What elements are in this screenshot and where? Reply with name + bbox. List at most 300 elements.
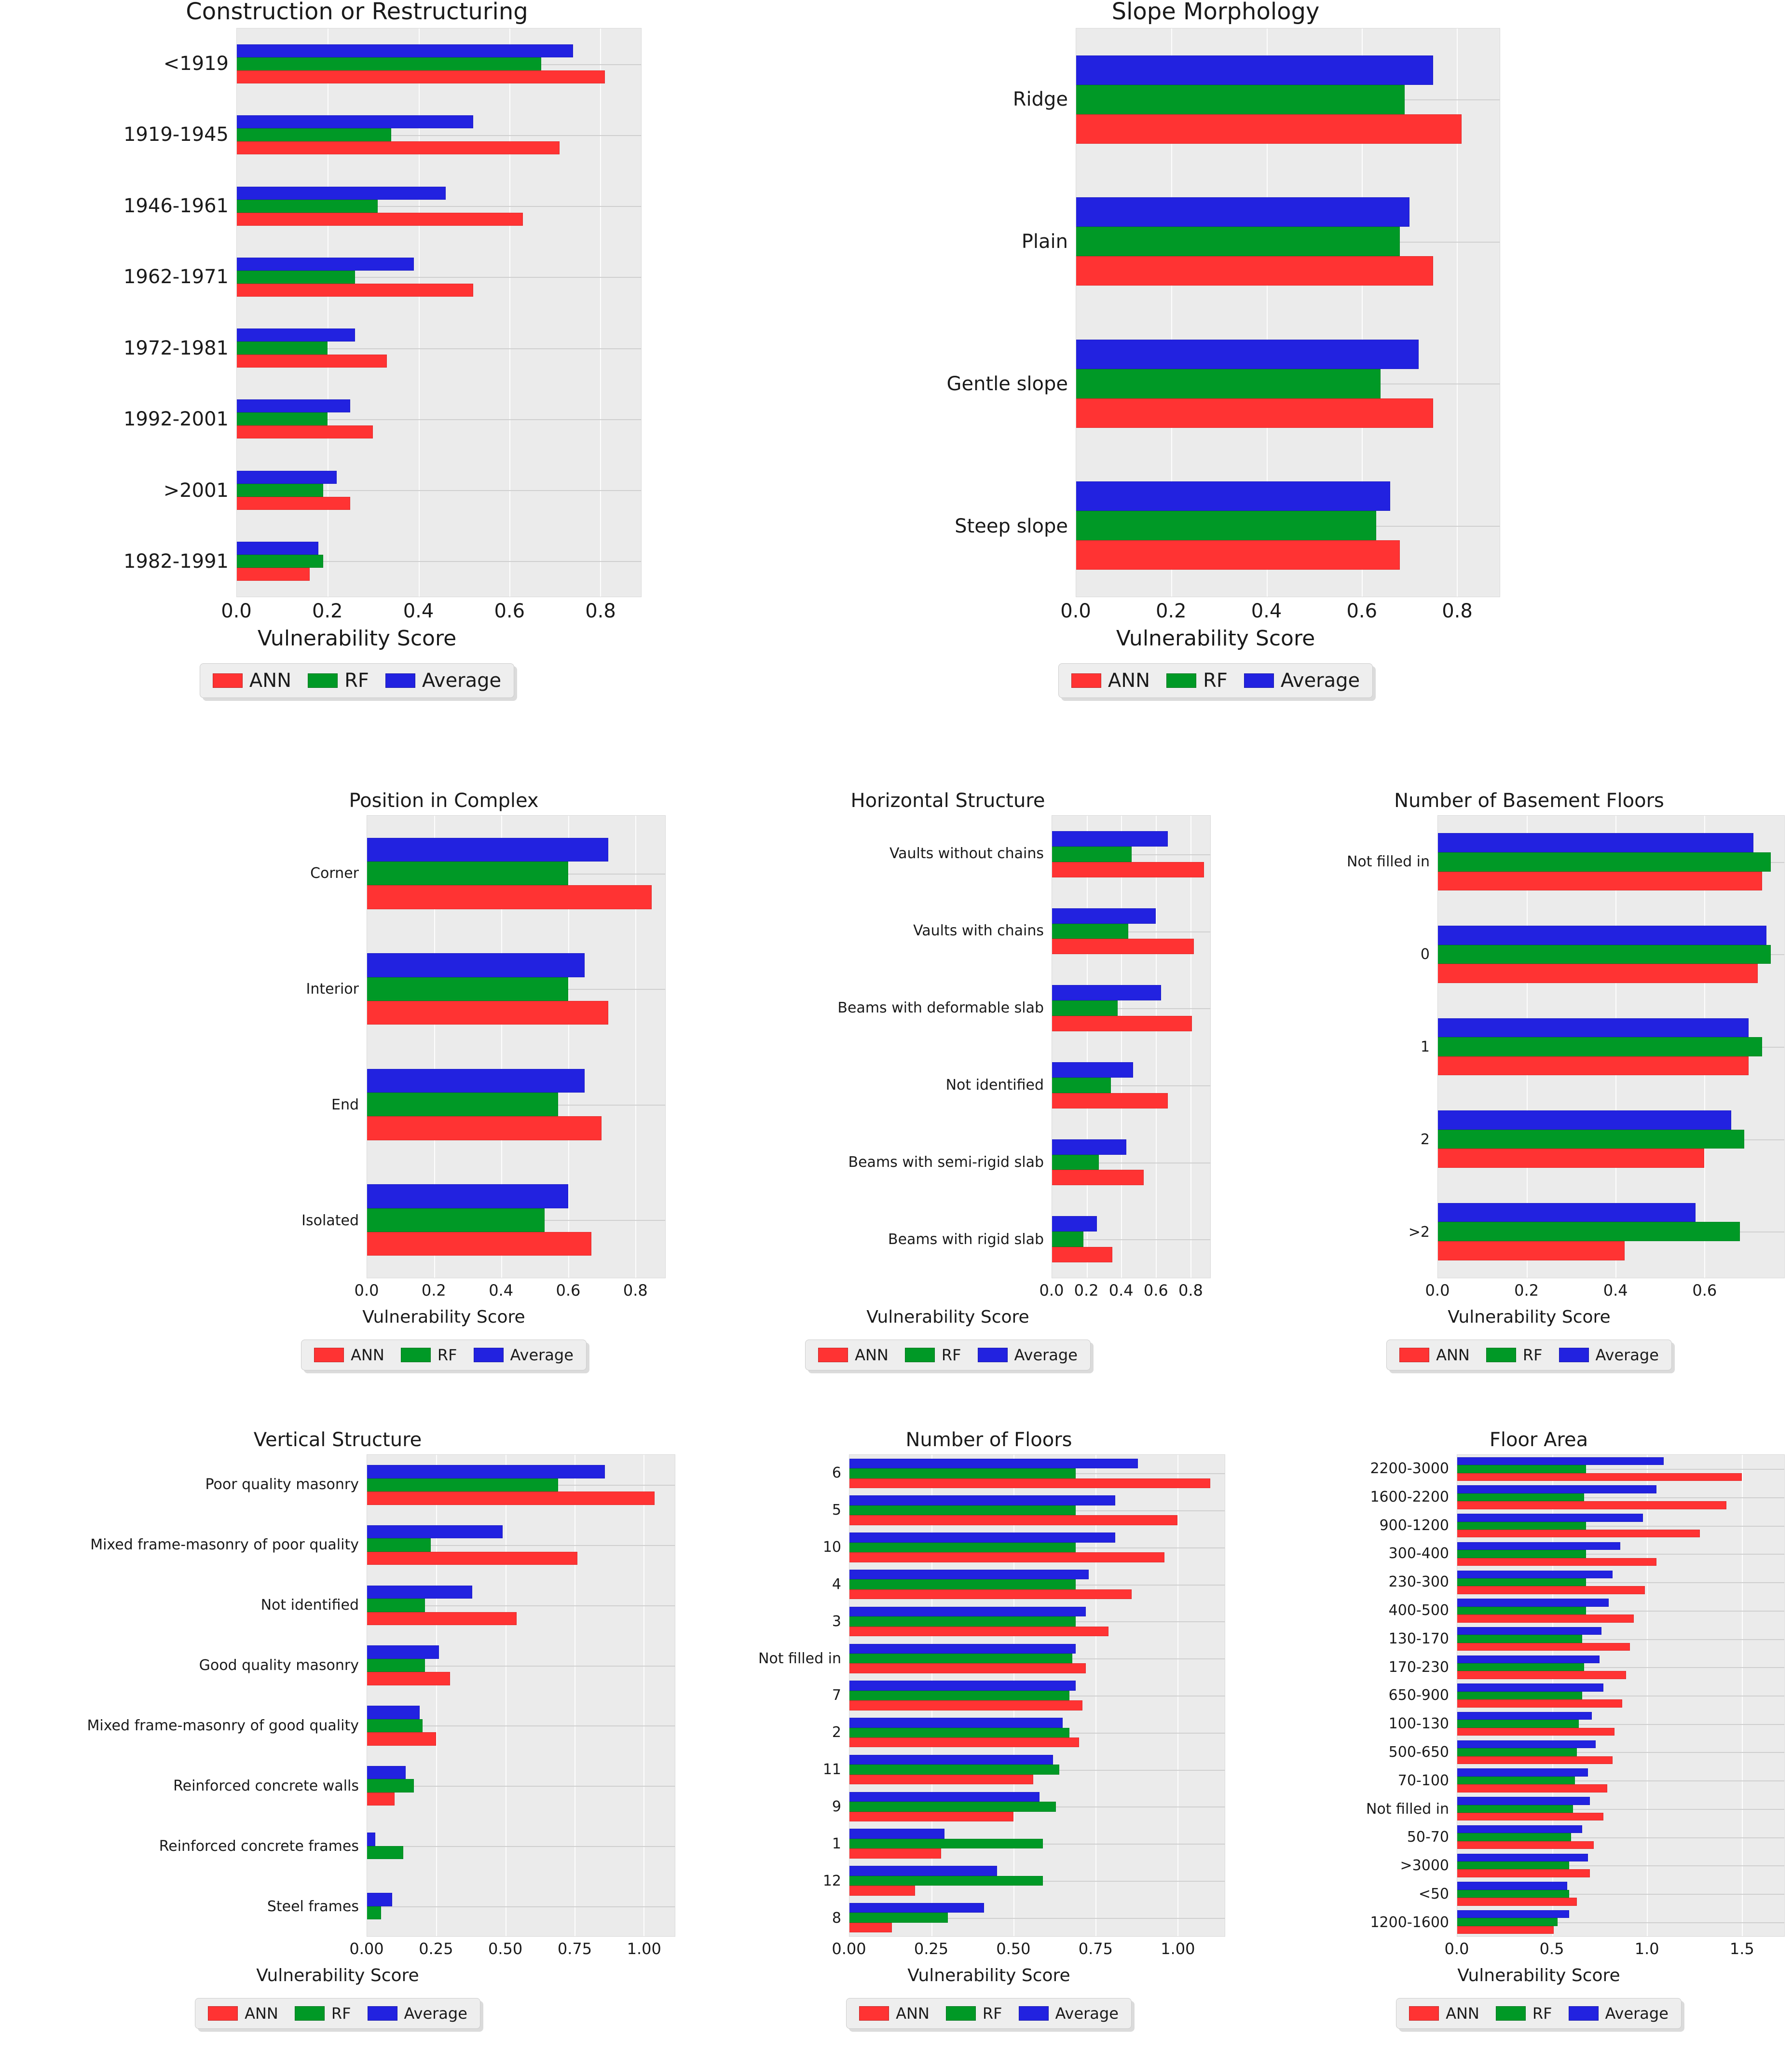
legend-label-ann: ANN bbox=[855, 1346, 889, 1364]
legend bbox=[1386, 1340, 1672, 1370]
bar-ann bbox=[237, 213, 523, 226]
x-gridline bbox=[1190, 816, 1191, 1278]
legend-item-rf[interactable] bbox=[946, 2004, 1002, 2023]
bar-group bbox=[849, 1607, 1225, 1636]
legend-label-rf: RF bbox=[437, 1346, 457, 1364]
legend-swatch-rf bbox=[1486, 1348, 1516, 1362]
bar-avg bbox=[1457, 1910, 1569, 1918]
legend-item-ann[interactable] bbox=[1071, 670, 1150, 692]
bar-avg bbox=[1052, 1062, 1133, 1078]
bar-rf bbox=[367, 1538, 431, 1551]
bar-group bbox=[849, 1829, 1225, 1858]
bar-ann bbox=[1457, 1530, 1700, 1537]
legend-swatch-ann bbox=[1409, 2006, 1439, 2021]
y-tick-label: <1919 bbox=[163, 52, 229, 75]
legend bbox=[200, 663, 514, 698]
bar-group bbox=[849, 1459, 1225, 1488]
bar-rf bbox=[367, 862, 568, 885]
y-tick-label: Steep slope bbox=[955, 515, 1068, 537]
bar-ann bbox=[237, 497, 350, 510]
legend-swatch-avg bbox=[1244, 673, 1274, 688]
bar-group bbox=[1457, 1599, 1784, 1622]
x-tick-label: 0.5 bbox=[1539, 1940, 1564, 1958]
bar-group bbox=[849, 1495, 1225, 1525]
x-tick-label: 0.0 bbox=[1060, 600, 1091, 622]
y-tick-label: Mixed frame-masonry of poor quality bbox=[90, 1536, 359, 1553]
bar-ann bbox=[1457, 1869, 1590, 1877]
bar-group bbox=[849, 1792, 1225, 1821]
bar-rf bbox=[367, 1599, 425, 1612]
bar-avg bbox=[849, 1903, 984, 1913]
bar-avg bbox=[367, 953, 585, 977]
bar-ann bbox=[1457, 1671, 1626, 1679]
legend-item-avg[interactable] bbox=[1019, 2004, 1119, 2023]
bar-avg bbox=[849, 1644, 1076, 1654]
bar-ann bbox=[1457, 1926, 1554, 1934]
bar-avg bbox=[367, 1833, 375, 1846]
bar-rf bbox=[1457, 1663, 1584, 1671]
bar-group bbox=[849, 1681, 1225, 1710]
legend-item-avg[interactable] bbox=[368, 2004, 467, 2023]
bar-rf bbox=[849, 1876, 1043, 1886]
legend-label-ann: ANN bbox=[896, 2004, 930, 2023]
bar-rf bbox=[237, 57, 541, 70]
panel-number-of-floors bbox=[752, 1430, 1225, 2029]
legend-item-ann[interactable] bbox=[859, 2004, 930, 2023]
y-tick-label: >2 bbox=[1408, 1223, 1430, 1241]
bar-rf bbox=[1457, 1692, 1582, 1699]
bar-rf bbox=[849, 1728, 1069, 1738]
bar-avg bbox=[1457, 1683, 1603, 1691]
bar-avg bbox=[1457, 1542, 1620, 1550]
legend-item-rf[interactable] bbox=[295, 2004, 351, 2023]
panel-title: Slope Morphology bbox=[1111, 0, 1320, 25]
y-tick-label: Beams with deformable slab bbox=[837, 999, 1044, 1017]
bar-rf bbox=[237, 555, 323, 568]
x-tick-label: 0.6 bbox=[556, 1281, 581, 1300]
y-tick-label: Reinforced concrete walls bbox=[173, 1778, 359, 1794]
bar-rf bbox=[1457, 1748, 1577, 1756]
bar-ann bbox=[1457, 1473, 1742, 1481]
legend-swatch-rf bbox=[946, 2006, 976, 2021]
bar-rf bbox=[1457, 1465, 1586, 1473]
bar-avg bbox=[1052, 908, 1156, 924]
x-axis-ticks bbox=[0, 1937, 675, 1965]
bar-ann bbox=[1457, 1813, 1603, 1820]
bar-ann bbox=[849, 1589, 1132, 1599]
bar-avg bbox=[1457, 1599, 1609, 1606]
bar-group bbox=[849, 1644, 1225, 1673]
legend-label-avg: Average bbox=[422, 670, 502, 692]
y-tick-label: 1982-1991 bbox=[123, 550, 229, 573]
legend-item-rf[interactable] bbox=[1166, 670, 1228, 692]
y-axis-labels bbox=[752, 1454, 849, 1937]
x-axis-title: Vulnerability Score bbox=[866, 1307, 1029, 1327]
bar-rf bbox=[849, 1579, 1076, 1589]
y-tick-label: 400-500 bbox=[1388, 1601, 1449, 1619]
bar-ann bbox=[1076, 398, 1433, 428]
legend-swatch-rf bbox=[401, 1348, 431, 1362]
bar-avg bbox=[1052, 831, 1168, 847]
y-tick-label: 1 bbox=[832, 1835, 841, 1853]
bar-avg bbox=[849, 1570, 1089, 1579]
y-tick-label: 1919-1945 bbox=[123, 123, 229, 146]
legend-label-rf: RF bbox=[331, 2004, 351, 2023]
legend-swatch-avg bbox=[978, 1348, 1008, 1362]
bar-rf bbox=[237, 271, 355, 284]
x-tick-label: 1.00 bbox=[1161, 1940, 1195, 1958]
bar-ann bbox=[849, 1478, 1210, 1488]
legend-item-rf[interactable] bbox=[308, 670, 369, 692]
y-tick-label: 11 bbox=[822, 1761, 841, 1779]
bar-avg bbox=[1438, 1203, 1696, 1222]
legend-item-avg[interactable] bbox=[1559, 1346, 1659, 1364]
bar-rf bbox=[1457, 1607, 1586, 1614]
bar-group bbox=[237, 399, 641, 438]
bar-rf bbox=[1457, 1493, 1584, 1501]
y-tick-label: 300-400 bbox=[1388, 1545, 1449, 1562]
bar-rf bbox=[1052, 1000, 1118, 1016]
y-tick-label: Isolated bbox=[301, 1212, 359, 1229]
y-tick-label: Vaults without chains bbox=[889, 845, 1044, 862]
x-gridline bbox=[509, 28, 510, 597]
y-tick-label: 1600-2200 bbox=[1370, 1488, 1449, 1505]
bar-group bbox=[1457, 1712, 1784, 1736]
bar-group bbox=[1438, 1110, 1784, 1168]
bar-rf bbox=[1457, 1550, 1586, 1558]
bar-rf bbox=[367, 1659, 425, 1672]
y-tick-label: Poor quality masonry bbox=[205, 1476, 359, 1493]
bar-rf bbox=[1076, 511, 1376, 540]
bar-group bbox=[367, 1184, 665, 1256]
x-tick-label: 0.6 bbox=[494, 600, 525, 622]
legend-item-rf[interactable] bbox=[1486, 1346, 1543, 1364]
bar-group bbox=[367, 1586, 675, 1625]
x-tick-label: 0.0 bbox=[1425, 1281, 1450, 1300]
bar-rf bbox=[1052, 1231, 1083, 1247]
legend-label-rf: RF bbox=[1522, 1346, 1543, 1364]
legend-swatch-ann bbox=[213, 673, 243, 688]
bar-group bbox=[367, 1069, 665, 1140]
x-tick-label: 1.5 bbox=[1729, 1940, 1754, 1958]
bar-rf bbox=[237, 484, 323, 497]
bar-rf bbox=[1438, 1037, 1762, 1056]
x-tick-label: 0.0 bbox=[354, 1281, 379, 1300]
x-tick-label: 0.4 bbox=[1603, 1281, 1628, 1300]
legend-wrap bbox=[1273, 1340, 1785, 1370]
y-tick-label: 130-170 bbox=[1388, 1630, 1449, 1647]
x-tick-label: 0.2 bbox=[1155, 600, 1187, 622]
legend-item-avg[interactable] bbox=[1244, 670, 1360, 692]
x-gridline bbox=[1121, 816, 1122, 1278]
legend-label-avg: Average bbox=[404, 2004, 467, 2023]
x-tick-label: 0.8 bbox=[1442, 600, 1473, 622]
y-tick-label: Interior bbox=[306, 980, 359, 998]
x-axis-title: Vulnerability Score bbox=[362, 1307, 525, 1327]
x-axis-title: Vulnerability Score bbox=[1457, 1966, 1620, 1985]
bar-rf bbox=[849, 1765, 1059, 1774]
bar-rf bbox=[1052, 847, 1132, 862]
legend-swatch-rf bbox=[1496, 2006, 1526, 2021]
bar-avg bbox=[1457, 1740, 1596, 1748]
bar-ann bbox=[849, 1515, 1177, 1525]
bar-avg bbox=[1457, 1712, 1592, 1720]
bar-avg bbox=[1457, 1571, 1613, 1578]
bar-group bbox=[1076, 55, 1500, 144]
bar-avg bbox=[849, 1532, 1115, 1542]
bar-ann bbox=[1438, 872, 1762, 891]
legend-item-rf[interactable] bbox=[1496, 2004, 1552, 2023]
bar-rf bbox=[1457, 1777, 1575, 1784]
bar-rf bbox=[1438, 1130, 1744, 1149]
x-gridline bbox=[419, 28, 420, 597]
legend-item-ann[interactable] bbox=[314, 1346, 384, 1364]
legend-label-ann: ANN bbox=[245, 2004, 278, 2023]
bar-ann bbox=[1457, 1841, 1594, 1849]
bar-avg bbox=[1438, 1018, 1749, 1038]
y-axis-labels bbox=[1273, 815, 1437, 1278]
panel-floor-area bbox=[1293, 1430, 1785, 2029]
legend-item-avg[interactable] bbox=[978, 1346, 1078, 1364]
bar-avg bbox=[849, 1866, 997, 1875]
legend-swatch-rf bbox=[1166, 673, 1196, 688]
legend-swatch-avg bbox=[1569, 2006, 1599, 2021]
bar-avg bbox=[1076, 197, 1409, 227]
legend-label-rf: RF bbox=[1532, 2004, 1552, 2023]
bar-group bbox=[1457, 1797, 1784, 1820]
bar-avg bbox=[849, 1495, 1115, 1505]
legend-item-avg[interactable] bbox=[385, 670, 501, 692]
legend-label-ann: ANN bbox=[351, 1346, 384, 1364]
y-tick-label: <50 bbox=[1418, 1886, 1449, 1903]
x-tick-label: 0.4 bbox=[403, 600, 434, 622]
legend-item-rf[interactable] bbox=[905, 1346, 961, 1364]
y-tick-label: Not filled in bbox=[1366, 1800, 1449, 1818]
y-tick-label: Good quality masonry bbox=[199, 1657, 359, 1674]
bar-group bbox=[1052, 908, 1210, 955]
y-axis-labels bbox=[222, 815, 367, 1278]
bar-group bbox=[1457, 1825, 1784, 1849]
x-tick-label: 1.00 bbox=[627, 1940, 661, 1958]
legend-label-ann: ANN bbox=[249, 670, 292, 692]
legend bbox=[1058, 663, 1373, 698]
panel-number-of-basement-floors bbox=[1273, 791, 1785, 1370]
bar-group bbox=[849, 1718, 1225, 1747]
legend bbox=[195, 1998, 480, 2029]
y-tick-label: 0 bbox=[1420, 945, 1430, 963]
bar-ann bbox=[237, 284, 473, 297]
bar-group bbox=[1457, 1542, 1784, 1566]
bar-group bbox=[367, 1826, 675, 1866]
bar-ann bbox=[367, 1732, 436, 1745]
bar-avg bbox=[367, 1184, 568, 1208]
panel-vertical-structure bbox=[0, 1430, 675, 2029]
y-tick-label: 650-900 bbox=[1388, 1687, 1449, 1704]
x-tick-label: 0.4 bbox=[1251, 600, 1282, 622]
plot-row bbox=[0, 1454, 675, 1937]
panel-title: Horizontal Structure bbox=[850, 790, 1045, 812]
bar-group bbox=[1457, 1571, 1784, 1594]
y-tick-label: 2 bbox=[1420, 1131, 1430, 1148]
legend-item-rf[interactable] bbox=[401, 1346, 457, 1364]
legend bbox=[301, 1340, 587, 1370]
bar-group bbox=[1457, 1656, 1784, 1679]
x-axis-ticks bbox=[1293, 1937, 1785, 1965]
bar-group bbox=[367, 838, 665, 909]
bar-avg bbox=[1457, 1854, 1588, 1861]
bar-avg bbox=[1457, 1825, 1582, 1833]
bar-ann bbox=[1438, 964, 1758, 983]
y-tick-label: 70-100 bbox=[1397, 1772, 1449, 1789]
panel-horizontal-structure bbox=[685, 791, 1211, 1370]
bar-rf bbox=[1052, 1078, 1111, 1093]
bar-group bbox=[367, 1525, 675, 1565]
y-tick-label: >3000 bbox=[1400, 1857, 1449, 1874]
bar-avg bbox=[1457, 1457, 1664, 1465]
bar-rf bbox=[849, 1543, 1076, 1552]
y-tick-label: 1972-1981 bbox=[123, 337, 229, 359]
legend-item-ann[interactable] bbox=[1409, 2004, 1479, 2023]
y-tick-label: 1992-2001 bbox=[123, 408, 229, 431]
bar-group bbox=[1076, 340, 1500, 428]
bar-avg bbox=[1076, 481, 1390, 511]
x-axis-ticks bbox=[222, 1278, 666, 1306]
bar-avg bbox=[237, 328, 355, 342]
bar-rf bbox=[367, 1478, 558, 1491]
panel-position-in-complex bbox=[222, 791, 666, 1370]
plot-area bbox=[1076, 28, 1500, 597]
y-tick-label: 4 bbox=[832, 1575, 841, 1593]
bar-rf bbox=[1457, 1635, 1582, 1642]
panel-title: Number of Floors bbox=[905, 1429, 1072, 1451]
x-axis-title: Vulnerability Score bbox=[1116, 626, 1315, 651]
bar-group bbox=[367, 1766, 675, 1806]
y-tick-label: 170-230 bbox=[1388, 1658, 1449, 1676]
x-gridline bbox=[600, 28, 601, 597]
bar-ann bbox=[1457, 1784, 1607, 1792]
bar-rf bbox=[367, 977, 568, 1001]
y-axis-labels bbox=[685, 815, 1052, 1278]
panel-slope-morphology bbox=[931, 0, 1500, 698]
legend-label-avg: Average bbox=[1055, 2004, 1119, 2023]
bar-rf bbox=[849, 1505, 1076, 1515]
bar-group bbox=[367, 1886, 675, 1926]
bar-group bbox=[237, 187, 641, 226]
plot-area bbox=[1457, 1454, 1785, 1937]
bar-group bbox=[1457, 1768, 1784, 1792]
legend-swatch-ann bbox=[1399, 1348, 1429, 1362]
bar-ann bbox=[849, 1700, 1082, 1710]
bar-ann bbox=[1457, 1898, 1577, 1905]
plot-row bbox=[1293, 1454, 1785, 1937]
x-axis-ticks bbox=[931, 597, 1500, 625]
y-tick-label: End bbox=[331, 1096, 359, 1113]
legend-label-rf: RF bbox=[982, 2004, 1002, 2023]
plot-area bbox=[236, 28, 642, 597]
bar-avg bbox=[1076, 55, 1433, 85]
bar-avg bbox=[1438, 1110, 1731, 1130]
bar-group bbox=[1438, 833, 1784, 890]
bar-ann bbox=[237, 425, 373, 438]
legend-item-avg[interactable] bbox=[1569, 2004, 1669, 2023]
bar-avg bbox=[237, 115, 473, 128]
legend-item-avg[interactable] bbox=[474, 1346, 574, 1364]
legend-label-rf: RF bbox=[344, 670, 369, 692]
x-tick-label: 0.8 bbox=[623, 1281, 648, 1300]
x-axis-title: Vulnerability Score bbox=[907, 1966, 1070, 1985]
x-tick-label: 0.50 bbox=[996, 1940, 1031, 1958]
bar-avg bbox=[237, 399, 350, 412]
legend-item-ann[interactable] bbox=[208, 2004, 278, 2023]
bar-ann bbox=[1052, 862, 1204, 877]
y-tick-label: 5 bbox=[832, 1501, 841, 1519]
bar-avg bbox=[1438, 926, 1766, 945]
bar-rf bbox=[1052, 924, 1128, 939]
bar-rf bbox=[1457, 1861, 1569, 1869]
x-tick-label: 0.4 bbox=[489, 1281, 514, 1300]
x-axis-title: Vulnerability Score bbox=[1448, 1307, 1611, 1327]
bar-group bbox=[1438, 926, 1784, 983]
bar-rf bbox=[367, 1719, 423, 1732]
bar-ann bbox=[1457, 1586, 1645, 1594]
legend-swatch-avg bbox=[1019, 2006, 1049, 2021]
bar-rf bbox=[1457, 1833, 1571, 1841]
bar-rf bbox=[849, 1839, 1043, 1848]
panel-title: Floor Area bbox=[1489, 1429, 1588, 1451]
bar-ann bbox=[367, 1612, 517, 1625]
legend-label-avg: Average bbox=[1605, 2004, 1669, 2023]
x-tick-label: 0.8 bbox=[585, 600, 616, 622]
bar-avg bbox=[1457, 1882, 1567, 1889]
bar-ann bbox=[367, 885, 652, 909]
legend-label-avg: Average bbox=[1595, 1346, 1659, 1364]
legend-item-ann[interactable] bbox=[818, 1346, 889, 1364]
plot-row bbox=[752, 1454, 1225, 1937]
legend-label-avg: Average bbox=[1014, 1346, 1078, 1364]
bar-ann bbox=[1076, 114, 1462, 144]
legend-item-ann[interactable] bbox=[1399, 1346, 1470, 1364]
plot-row bbox=[72, 28, 642, 597]
y-tick-label: 7 bbox=[832, 1687, 841, 1704]
y-tick-label: 1 bbox=[1420, 1038, 1430, 1055]
legend-item-ann[interactable] bbox=[213, 670, 291, 692]
y-axis-labels bbox=[931, 28, 1076, 597]
legend-label-ann: ANN bbox=[1436, 1346, 1470, 1364]
bar-group bbox=[367, 953, 665, 1025]
bar-avg bbox=[1457, 1656, 1600, 1663]
bar-rf bbox=[849, 1913, 948, 1922]
bar-group bbox=[1457, 1683, 1784, 1707]
bar-avg bbox=[237, 44, 573, 57]
bar-avg bbox=[1052, 985, 1161, 1000]
y-tick-label: 1962-1971 bbox=[123, 266, 229, 288]
bar-ann bbox=[1457, 1558, 1656, 1566]
bar-avg bbox=[1457, 1514, 1643, 1521]
panel-title: Position in Complex bbox=[349, 790, 539, 812]
bar-ann bbox=[367, 1491, 655, 1505]
bar-avg bbox=[367, 1766, 406, 1779]
x-tick-label: 0.6 bbox=[1143, 1281, 1168, 1300]
legend-swatch-avg bbox=[1559, 1348, 1589, 1362]
bar-ann bbox=[1438, 1241, 1625, 1260]
x-axis-ticks bbox=[685, 1278, 1211, 1306]
bar-ann bbox=[849, 1848, 941, 1858]
x-axis-title: Vulnerability Score bbox=[256, 1966, 419, 1985]
bar-ann bbox=[237, 568, 310, 581]
bar-ann bbox=[1076, 256, 1433, 286]
panel-title: Number of Basement Floors bbox=[1394, 790, 1664, 812]
bar-group bbox=[237, 328, 641, 368]
